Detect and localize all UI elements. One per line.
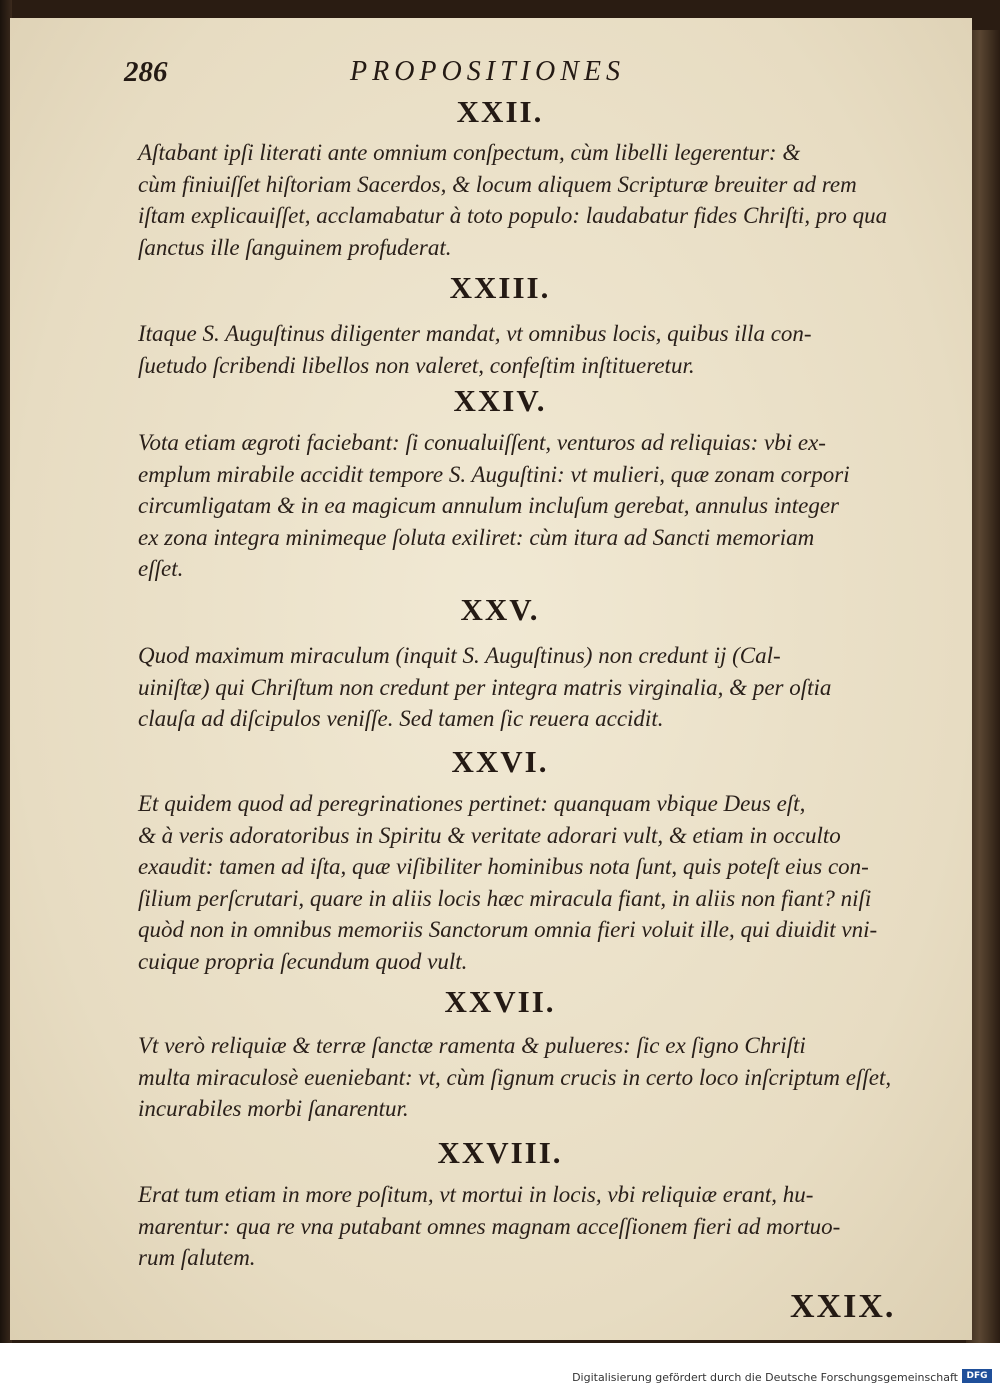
footer-credit: Digitalisierung gefördert durch die Deutsche Forschungsgemeinschaft <box>572 1371 958 1384</box>
section-numeral: XXVII. <box>444 984 556 1019</box>
section-paragraph: Vota etiam ægroti faciebant: ſi conualuiſſent, venturos ad reliquias: vbi ex- emplum mirabile accidit tempore S. Auguſtini: vt mulieri, quæ zonam corpori circumligatam & in ea magicum annulum incluſum gerebat, annulus integer ex zona integra minimeque ſoluta exiliret: cùm itura ad Sancti memoriam eſſet. <box>138 430 850 581</box>
section-xxv-heading-block <box>0 594 1000 625</box>
section-numeral: XXVI. <box>451 744 549 779</box>
section-paragraph: Vt verò reliquiæ & terræ ſanctæ ramenta & pulueres: ſic ex ſigno Chriſti multa miraculosè eueniebant: vt, cùm ſignum crucis in certo loco inſcriptum eſſet, incurabiles morbi ſanarentur. <box>138 1033 892 1121</box>
catchword: XXIX. <box>790 1288 896 1325</box>
dfg-logo: DFG <box>962 1369 992 1383</box>
section-xxvi-heading-block <box>0 746 1000 777</box>
section-paragraph: Et quidem quod ad peregrinationes pertinet: quanquam vbique Deus eſt, & à veris adoratoribus in Spiritu & veritate adorari vult, & etiam in occulto exaudit: tamen ad iſta, quæ viſibiliter hominibus nota ſunt, quis poteſt eius con- ſilium perſcrutari, quare in aliis locis hæc miracula fiant, in aliis non fiant? niſi quòd non in omnibus memoriis Sanctorum omnia fieri voluit ille, qui diuidit vni- cuique propria ſecundum quod vult. <box>138 791 878 974</box>
running-title: PROPOSITIONES <box>350 56 625 87</box>
section-numeral: XXIII. <box>449 270 551 305</box>
section-numeral: XXII. <box>456 94 544 129</box>
page-number: 286 <box>124 56 168 88</box>
section-paragraph: Erat tum etiam in more poſitum, vt mortui in locis, vbi reliquiæ erant, hu- marentur: qua re vna putabant omnes magnam acceſſionem fieri ad mortuo- rum ſalutem. <box>138 1182 841 1270</box>
section-xxiv-heading-block <box>0 385 1000 416</box>
section-xxviii-heading-block <box>0 1137 1000 1168</box>
section-xxii-heading-block <box>0 96 1000 127</box>
section-xxvii-heading-block <box>0 986 1000 1017</box>
footer-bar <box>0 1343 1000 1387</box>
section-paragraph: Aſtabant ipſi literati ante omnium conſpectum, cùm libelli legerentur: & cùm finiuiſſet hiſtoriam Sacerdos, & locum aliquem Scripturæ breuiter ad rem iſtam explicauiſſet, acclamabatur à toto populo: laudabatur fides Chriſti, pro qua ſanctus ille ſanguinem profuderat. <box>138 140 888 260</box>
running-head <box>0 50 1000 90</box>
section-paragraph: Itaque S. Auguſtinus diligenter mandat, vt omnibus locis, quibus illa con- ſuetudo ſcribendi libellos non valeret, confeſtim inſtitueretur. <box>138 321 812 378</box>
section-paragraph: Quod maximum miraculum (inquit S. Auguſtinus) non credunt ij (Cal- uiniſtæ) qui Chriſtum non credunt per integra matris virginalia, & per oſtia clauſa ad diſcipulos veniſſe. Sed tamen ſic reuera accidit. <box>138 643 832 731</box>
section-numeral: XXVIII. <box>437 1135 563 1170</box>
section-numeral: XXV. <box>460 592 540 627</box>
section-numeral: XXIV. <box>453 383 547 418</box>
section-xxiii-heading-block <box>0 272 1000 303</box>
